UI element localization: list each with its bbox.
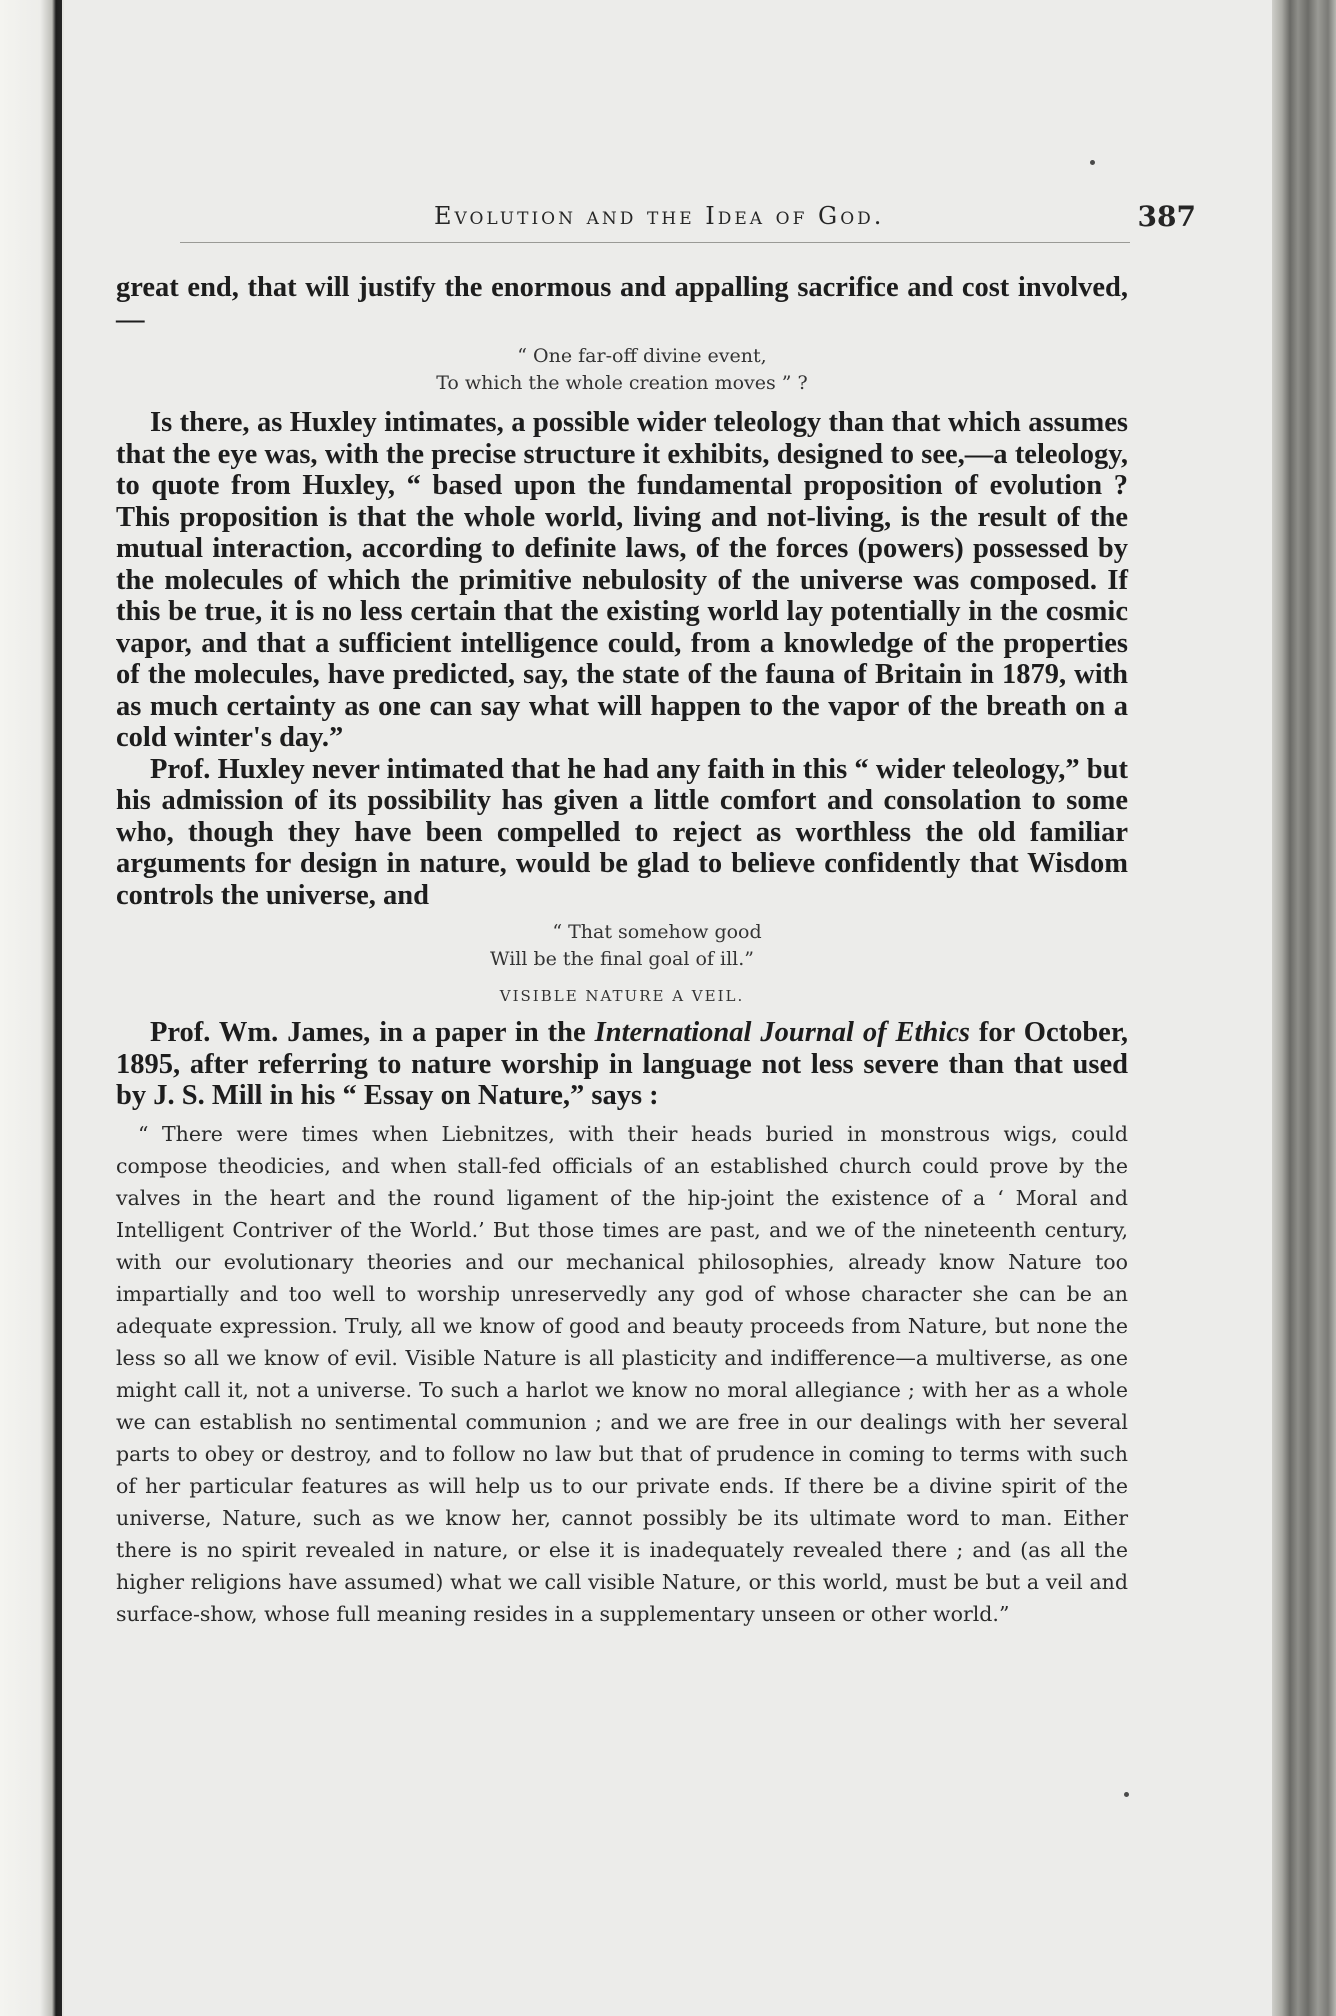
section-heading: VISIBLE NATURE A VEIL. (499, 987, 745, 1005)
book-gutter-left (0, 0, 62, 2016)
paragraph-4-text-start: Prof. Wm. James, in a paper in the (150, 1017, 595, 1048)
paragraph-3: Prof. Huxley never intimated that he had any faith in this “ wider teleology,” but his admission of its possibility has given a little comfort and consolation to some who, though they have been compelled to reject as worthless the old familiar arguments for design in nature, would be glad to believe confidently that Wisdom controls the universe, and (116, 753, 1128, 911)
verse-quote-2 (116, 919, 1128, 973)
verse-2-line-2: Will be the final goal of ill.” (490, 948, 754, 970)
verse-2-line-1: “ That somehow good (552, 921, 762, 943)
paragraph-4-text-end: for October, 1895, after referring to nature worship in language not less severe than that used by J. S. Mill in his “ Essay on Nature,” says : (116, 1017, 1128, 1111)
page-header (364, 200, 1196, 240)
block-quotation: “ There were times when Liebnitzes, with their heads buried in monstrous wigs, could compose theodicies, and when stall-fed officials of an established church could prove by the valves in the heart and the round ligament of the hip-joint the existence of a ‘ Moral and Intelligent Contriver of the World.’ But those times are past, and we of the nineteenth century, with our evolutionary theories and our mechanical philosophies, already know Nature too impartially and too well to worship unreservedly any god of whose character she can be an adequate expression. Truly, all we know of good and beauty proceeds from Nature, but none the less so all we know of evil. Visible Nature is all plasticity and indifference—a multiverse, as one might call it, not a universe. To such a harlot we know no moral allegiance ; with her as a whole we can establish no sentimental communion ; and we are free in our dealings with her several parts to obey or destroy, and to follow no law but that of prudence in coming to terms with such of her particular features as will help us to our private ends. If there be a divine spirit of the universe, Nature, such as we know her, cannot possibly be its ultimate word to man. Either there is no spirit revealed in nature, or else it is inadequately revealed there ; and (as all the higher religions have assumed) what we call visible Nature, or this world, must be but a veil and surface-show, whose full meaning resides in a supplementary unseen or other world.” (116, 1121, 1128, 1626)
page-number: 387 (1137, 200, 1196, 233)
running-head: Evolution and the Idea of God. (434, 202, 885, 230)
scan-speck (1124, 1792, 1129, 1797)
paragraph-2: Is there, as Huxley intimates, a possible wider teleology than that which assumes that the eye was, with the precise structure it exhibits, designed to see,—a teleology, to quote from Huxley, “ based upon the fundamental proposition of evolution ? This proposition is that the whole world, living and not-living, is the result of the mutual interaction, according to definite laws, of the forces (powers) possessed by the molecules of which the primitive nebulosity of the universe was composed. If this be true, it is no less certain that the existing world lay potentially in the cosmic vapor, and that a sufficient intelligence could, from a knowledge of the properties of the molecules, have predicted, say, the state of the fauna of Britain in 1879, with as much certainty as one can say what will happen to the vapor of the breath on a cold winter's day.” (116, 407, 1128, 753)
page-body (116, 272, 1128, 1630)
journal-title: International Journal of Ethics (594, 1017, 970, 1048)
header-rule (180, 242, 1130, 243)
verse-1-line-1: “ One far-off divine event, (517, 345, 767, 367)
paragraph-4 (116, 1017, 1128, 1112)
scan-speck (1090, 160, 1095, 165)
verse-quote-1 (116, 343, 1128, 397)
paragraph-1: great end, that will justify the enormous and appalling sacrifice and cost involved,— (116, 272, 1128, 335)
verse-1-line-2: To which the whole creation moves ” ? (436, 372, 808, 394)
book-page-edges-right (1272, 0, 1336, 2016)
